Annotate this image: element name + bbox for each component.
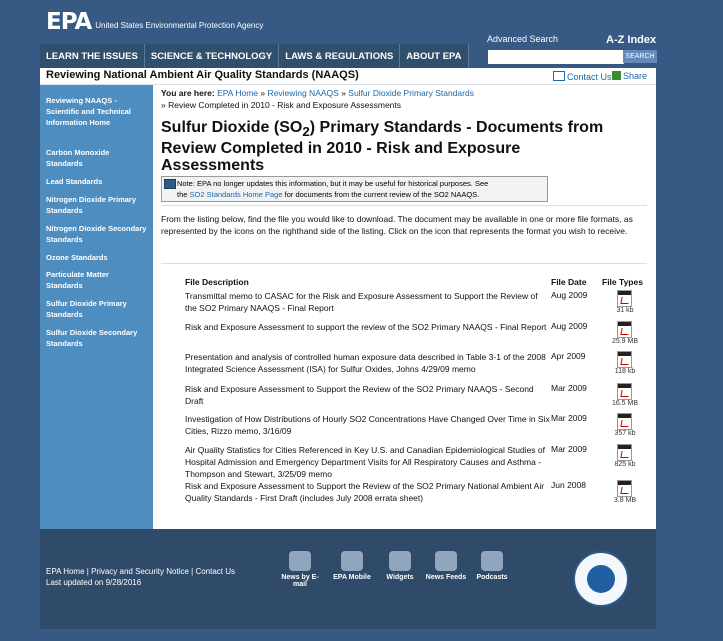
file-description: Presentation and analysis of controlled human exposure data described in Table 3-1 of the 2008 Integrated Science Assessment (ISA) for Sulfur Oxides, Johns 4/29/09 memo: [185, 352, 546, 374]
historical-note: [161, 176, 548, 202]
breadcrumb-reviewing-naaqs[interactable]: Reviewing NAAQS: [267, 88, 339, 98]
table-row: [185, 413, 652, 443]
share-label: Share: [623, 71, 648, 81]
table-row: [185, 290, 652, 320]
file-description: Investigation of How Distributions of Hourly SO2 Concentrations Have Changed Over Time in Six Cities, Rizzo memo, 3/16/09: [185, 414, 550, 436]
so2-standards-home-link[interactable]: SO2 Standards Home Page: [189, 190, 283, 199]
header-file-description: File Description: [185, 277, 249, 287]
divider: [161, 263, 647, 264]
contact-us-link[interactable]: [553, 71, 612, 82]
page-title: [161, 119, 621, 174]
pdf-icon[interactable]: [617, 290, 632, 307]
last-updated: Last updated on 9/28/2016: [46, 578, 142, 587]
footer-epa-home-link[interactable]: EPA Home: [46, 567, 85, 576]
sidebar-item-carbon-monoxide[interactable]: Carbon Monoxide Standards: [46, 148, 110, 168]
file-size: 118 kb: [614, 368, 636, 375]
breadcrumb-epa-home[interactable]: EPA Home: [217, 88, 259, 98]
sidebar-item-so2-secondary[interactable]: Sulfur Dioxide Secondary Standards: [46, 328, 138, 348]
file-description: Risk and Exposure Assessment to support the review of the SO2 Primary NAAQS - Final Report: [185, 322, 547, 332]
nav-laws-regulations[interactable]: LAWS & REGULATIONS: [279, 44, 400, 70]
file-date: Jun 2008: [551, 480, 586, 490]
sidebar-item-ozone[interactable]: Ozone Standards: [46, 253, 108, 262]
sidebar-item-no2-secondary[interactable]: Nitrogen Dioxide Secondary Standards: [46, 224, 147, 244]
main-content: [153, 85, 656, 529]
table-row: [185, 444, 652, 480]
file-size: 16.5 MB: [611, 400, 639, 407]
pdf-icon[interactable]: [617, 383, 632, 400]
contact-label: Contact Us: [567, 72, 612, 82]
file-date: Aug 2009: [551, 290, 588, 300]
page-title-subscript: 2: [302, 124, 310, 140]
file-size: 3.8 MB: [613, 497, 637, 504]
sidebar-item-particulate-matter[interactable]: Particulate Matter Standards: [46, 270, 109, 290]
footer-privacy-link[interactable]: Privacy and Security Notice: [91, 567, 189, 576]
main-nav: [40, 44, 469, 70]
header-file-date: File Date: [551, 277, 587, 287]
pdf-icon[interactable]: [617, 413, 632, 430]
table-row: [185, 480, 652, 510]
widgets-label: Widgets: [386, 574, 414, 581]
search-button[interactable]: SEARCH: [623, 50, 657, 63]
file-size: 825 kb: [614, 461, 636, 468]
search-input[interactable]: [488, 50, 624, 64]
pdf-icon[interactable]: [617, 444, 632, 461]
nav-learn-the-issues[interactable]: LEARN THE ISSUES: [40, 44, 145, 70]
intro-text: From the listing below, find the file you would like to download. The document may be available in one or more file formats, as represented by the icons on the righthand side of the listing. Click on the icon that represents the format you wish to receive.: [161, 214, 633, 236]
breadcrumb-so2-primary[interactable]: Sulfur Dioxide Primary Standards: [348, 88, 474, 98]
file-date: Mar 2009: [551, 444, 587, 454]
podcasts-link[interactable]: [467, 551, 517, 581]
epa-logo[interactable]: [46, 9, 263, 35]
news-by-email-link[interactable]: [275, 551, 325, 588]
advanced-search-link[interactable]: Advanced Search: [487, 34, 559, 44]
agency-name: United States Environmental Protection Agency: [95, 20, 264, 30]
news-feeds-link[interactable]: [421, 551, 471, 581]
widgets-link[interactable]: [375, 551, 425, 581]
table-row: [185, 321, 652, 351]
site-footer: [40, 529, 656, 629]
table-row: [185, 383, 652, 413]
podcasts-label: Podcasts: [476, 574, 508, 581]
file-description: Air Quality Statistics for Cities Referenced in Key U.S. and Canadian Epidemiological Studies of Hospital Admission and Emergency Department Visits for All Respiratory Causes and Asthma - Thompson and Stewart, 3/25/09 memo: [185, 445, 546, 479]
epa-seal: [573, 551, 629, 607]
table-row: [185, 351, 652, 381]
site-header: [0, 0, 723, 70]
share-link[interactable]: [612, 71, 647, 81]
header-file-types: File Types: [602, 277, 643, 287]
sidebar-item-reviewing-naaqs[interactable]: Reviewing NAAQS - Scientific and Technical Information Home: [46, 96, 131, 127]
logo-text: EPA: [46, 9, 92, 35]
mobile-icon: [341, 551, 363, 571]
file-size: 25.9 MB: [611, 338, 639, 345]
file-date: Apr 2009: [551, 351, 586, 361]
news-feeds-label: News Feeds: [425, 574, 467, 581]
rss-icon: [435, 551, 457, 571]
sidebar-item-so2-primary[interactable]: Sulfur Dioxide Primary Standards: [46, 299, 127, 319]
note-icon: [164, 179, 176, 189]
sidebar: [40, 85, 153, 529]
section-title-bar: [40, 68, 656, 85]
file-description: Risk and Exposure Assessment to Support the Review of the SO2 Primary NAAQS - Second Draft: [185, 384, 534, 406]
note-text: Note: EPA no longer updates this information, but it may be useful for historical purposes. See: [177, 179, 489, 188]
sidebar-item-lead[interactable]: Lead Standards: [46, 177, 103, 186]
file-size: 31 kb: [616, 307, 634, 314]
email-icon: [289, 551, 311, 571]
sidebar-item-no2-primary[interactable]: Nitrogen Dioxide Primary Standards: [46, 195, 137, 215]
az-index-link[interactable]: A-Z Index: [606, 34, 657, 46]
file-date: Aug 2009: [551, 321, 588, 331]
news-by-email-label: News by E-mail: [281, 574, 319, 588]
note-text-3: for documents from the current review of the SO2 NAAQS.: [284, 190, 480, 199]
footer-links: EPA Home | Privacy and Security Notice | Contact Us: [46, 567, 236, 576]
section-heading: Reviewing National Ambient Air Quality Standards (NAAQS): [46, 69, 359, 81]
file-description: Risk and Exposure Assessment to Support the Review of the SO2 Primary National Ambient Air Quality Standards - First Draft (includes July 2008 errata sheet): [185, 481, 545, 503]
breadcrumb-prefix: You are here:: [161, 88, 215, 98]
pdf-icon[interactable]: [617, 351, 632, 368]
nav-about-epa[interactable]: ABOUT EPA: [400, 44, 468, 70]
breadcrumb: You are here: EPA Home » Reviewing NAAQS » Sulfur Dioxide Primary Standards » Review Completed in 2010 - Risk and Exposure Assessments: [161, 88, 474, 110]
breadcrumb-current: Review Completed in 2010 - Risk and Exposure Assessments: [168, 100, 402, 110]
contact-icon: [553, 71, 565, 81]
pdf-icon[interactable]: [617, 321, 632, 338]
epa-mobile-link[interactable]: [327, 551, 377, 581]
widgets-icon: [389, 551, 411, 571]
footer-contact-link[interactable]: Contact Us: [195, 567, 236, 576]
pdf-icon[interactable]: [617, 480, 632, 497]
epa-mobile-label: EPA Mobile: [333, 574, 371, 581]
share-icon: [612, 71, 621, 80]
file-date: Mar 2009: [551, 383, 587, 393]
seal-center: [587, 565, 615, 593]
page-title-part2: ) Primary Standards - Documents from Review Completed in 2010 - Risk and Exposure Assessments: [161, 119, 604, 175]
nav-science-technology[interactable]: SCIENCE & TECHNOLOGY: [145, 44, 279, 70]
page-title-part1: Sulfur Dioxide (SO: [161, 119, 303, 136]
file-date: Mar 2009: [551, 413, 587, 423]
file-description: Transmittal memo to CASAC for the Risk and Exposure Assessment to Support the Review of the SO2 Primary NAAQS - Final Report: [185, 291, 538, 313]
divider: [161, 205, 647, 206]
note-text-2: the: [177, 190, 188, 199]
podcast-icon: [481, 551, 503, 571]
file-size: 357 kb: [614, 430, 636, 437]
